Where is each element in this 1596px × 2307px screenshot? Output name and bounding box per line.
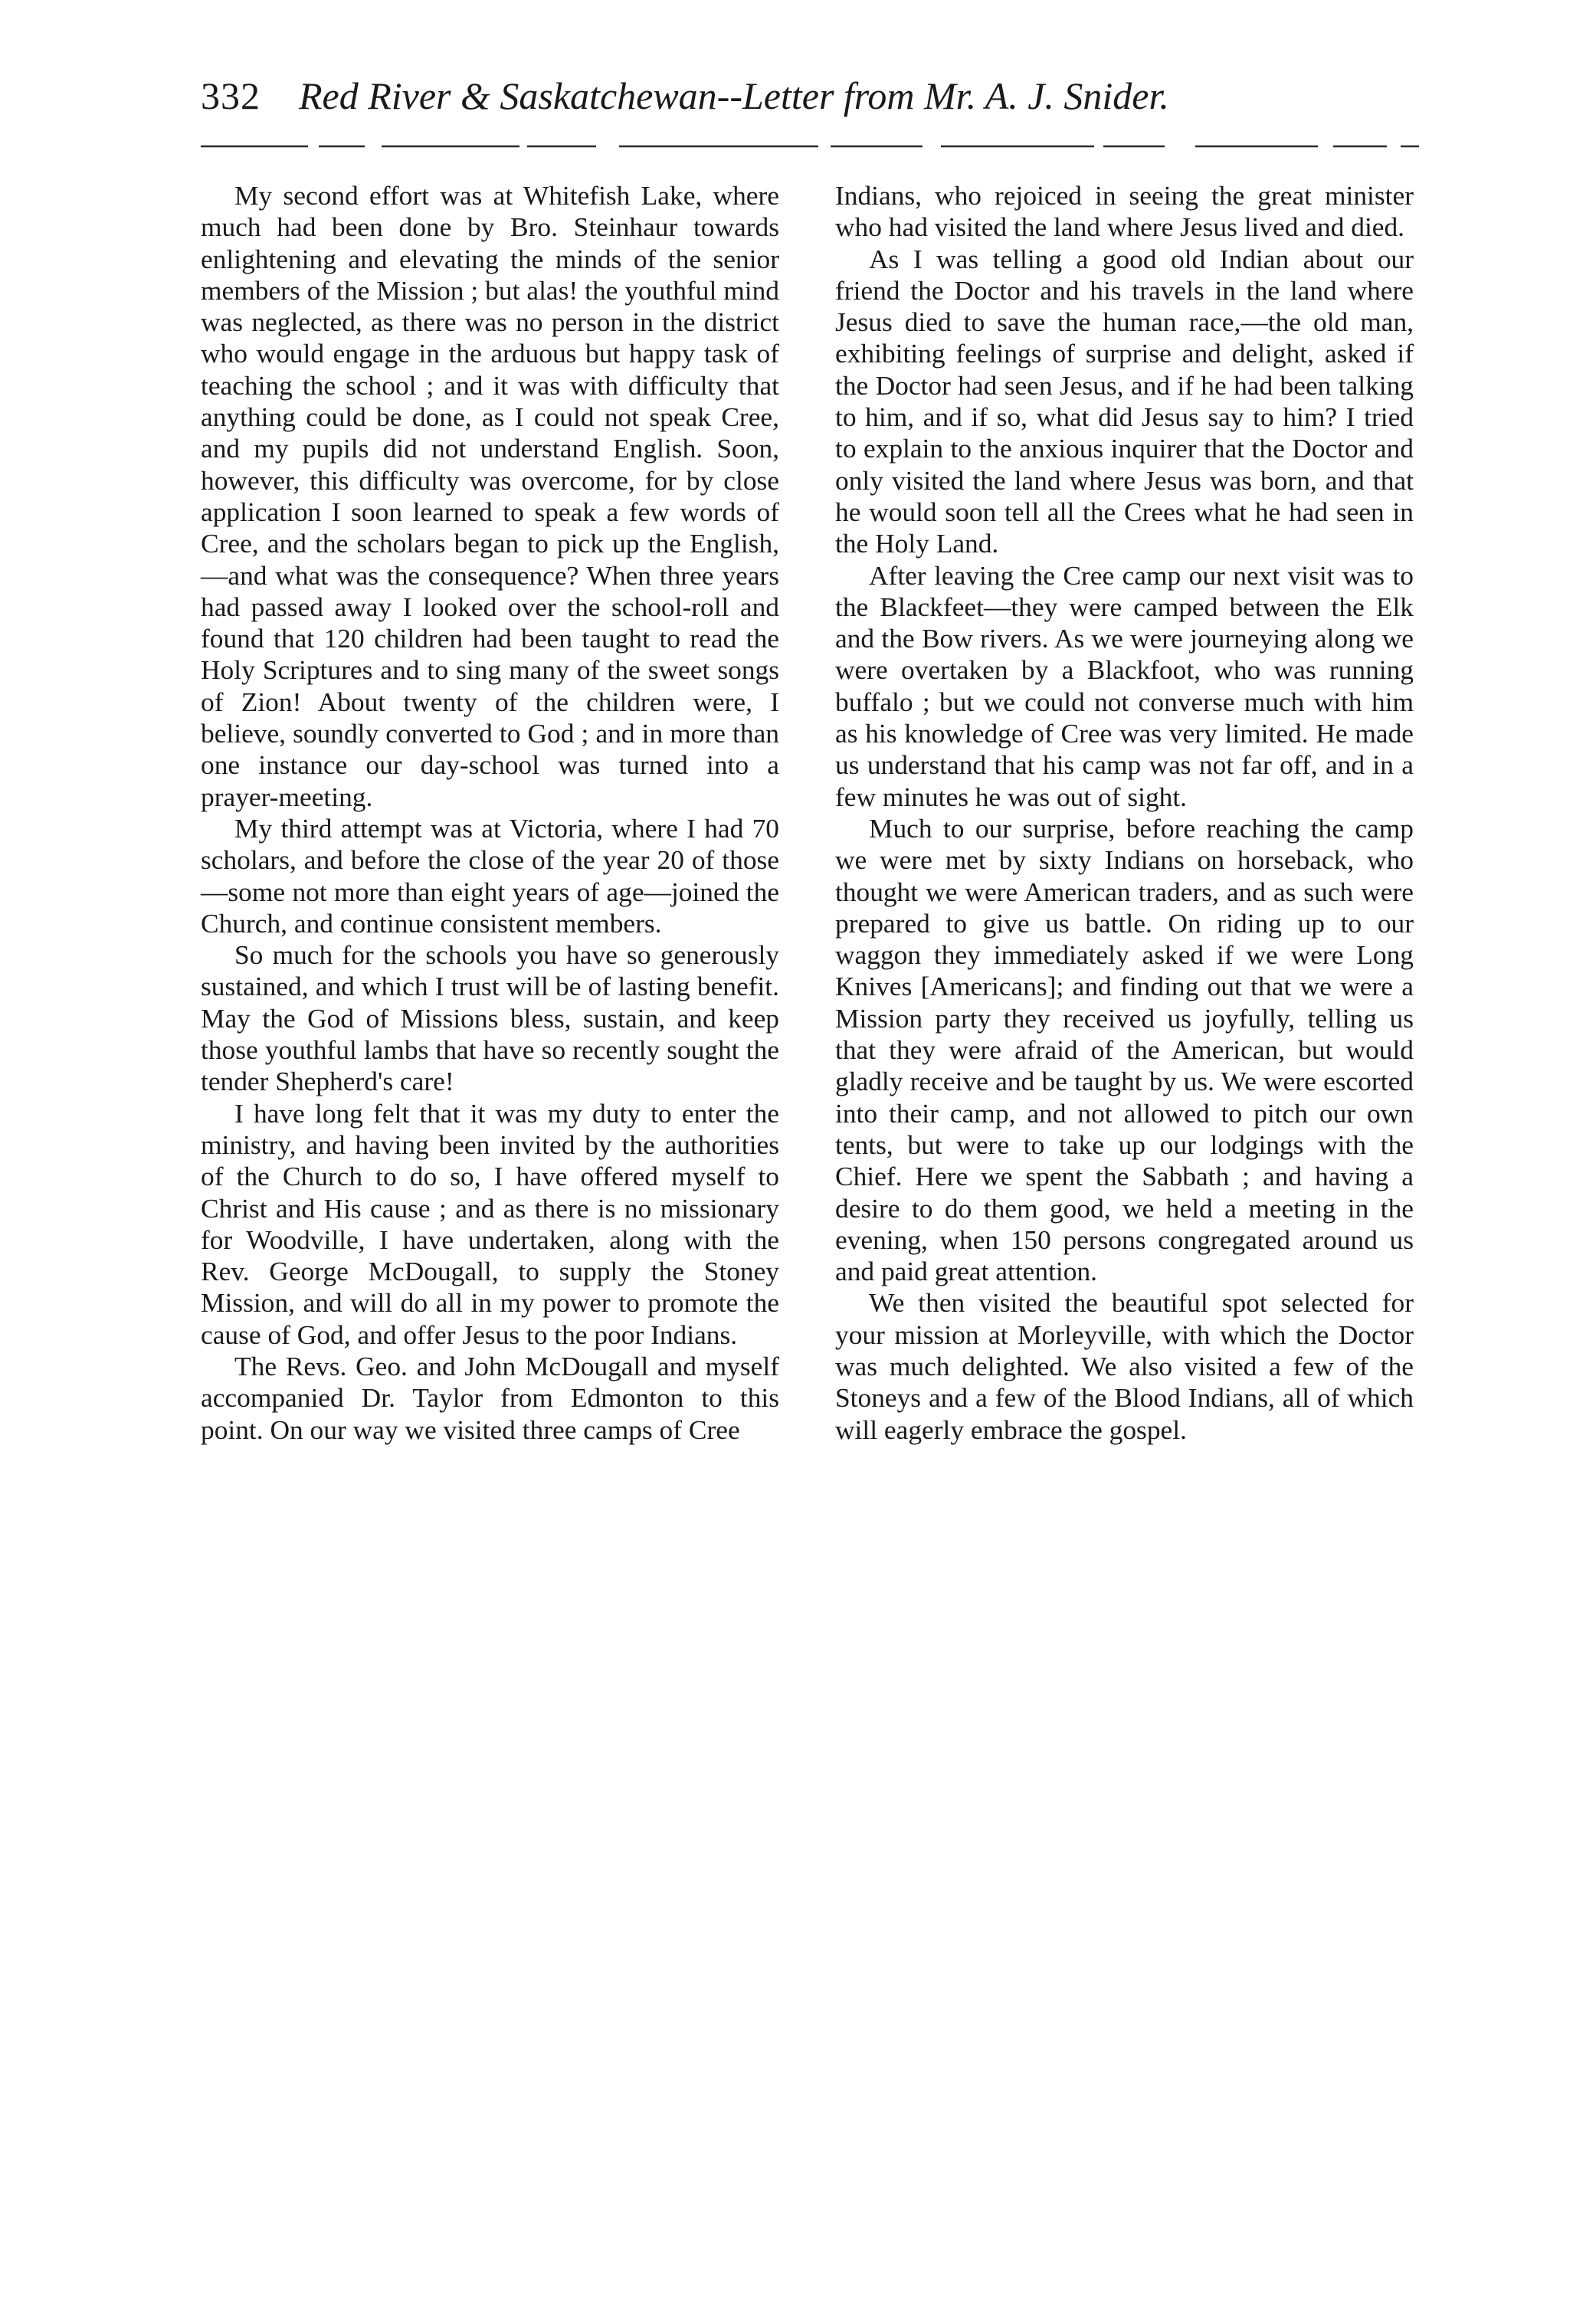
paragraph-camp-arrival: Much to our surprise, before reaching the camp we were met by sixty Indians on horseback, who thought we were American traders, and as such were prepared to give us battle. On riding up to our waggon they immediately asked if we were Long Knives [Americans]; and finding out that we were a Mission party they received us joyfully, telling us that they were afraid of the American, but would gladly receive and be taught by us. We were escorted into their camp, and not allowed to pitch our own tents, but were to take up our lodgings with the Chief. Here we spent the Sabbath ; and having a desire to do them good, we held a meeting in the evening, when 150 persons congregated around us and paid great attention.: [835, 812, 1414, 1287]
left-column: [201, 180, 779, 1446]
running-title: Red River & Saskatchewan--Letter from Mr. A. J. Snider.: [299, 74, 1169, 117]
paragraph-blackfeet: After leaving the Cree camp our next visit was to the Blackfeet—they were camped between the Elk and the Bow rivers. As we were journeying along we were overtaken by a Blackfoot, who was running buffalo ; but we could not converse much with him as his knowledge of Cree was very limited. He made us understand that his camp was not far off, and in a few minutes he was out of sight.: [835, 559, 1414, 812]
paragraph-victoria: My third attempt was at Victoria, where I had 70 scholars, and before the close of the year 20 of those—some not more than eight years of age—joined the Church, and continue consistent members.: [201, 812, 779, 939]
paragraph-morleyville: We then visited the beautiful spot selected for your mission at Morleyville, with which the Doctor was much delighted. We also visited a few of the Stoneys and a few of the Blood Indians, all of which will eagerly embrace the gospel.: [835, 1287, 1414, 1445]
right-column: [835, 180, 1414, 1446]
paragraph-schools-sustained: So much for the schools you have so generously sustained, and which I trust will be of lasting benefit. May the God of Missions bless, sustain, and keep those youthful lambs that have so recently sought the tender Shepherd's care!: [201, 939, 779, 1097]
paragraph-cree-continuation: Indians, who rejoiced in seeing the great minister who had visited the land where Jesus lived and died.: [835, 180, 1414, 243]
header-rule-line: [201, 144, 1419, 150]
header-rule: [201, 144, 1419, 150]
paragraph-journey-start: The Revs. Geo. and John McDougall and myself accompanied Dr. Taylor from Edmonton to this point. On our way we visited three camps of Cree: [201, 1350, 779, 1445]
running-head: [201, 74, 1419, 135]
paragraph-old-indian: As I was telling a good old Indian about our friend the Doctor and his travels in the land where Jesus died to save the human race,—the old man, exhibiting feelings of surprise and delight, asked if the Doctor had seen Jesus, and if he had been talking to him, and if so, what did Jesus say to him? I tried to explain to the anxious inquirer that the Doctor and only visited the land where Jesus was born, and that he would soon tell all the Crees what he had seen in the Holy Land.: [835, 243, 1414, 559]
page-number: 332: [201, 74, 261, 117]
paragraph-whitefish-lake: My second effort was at Whitefish Lake, where much had been done by Bro. Steinhaur towards enlightening and elevating the minds of the senior members of the Mission ; but alas! the youthful mind was neglected, as there was no person in the district who would engage in the arduous but happy task of teaching the school ; and it was with difficulty that anything could be done, as I could not speak Cree, and my pupils did not understand English. Soon, however, this difficulty was overcome, for by close application I soon learned to speak a few words of Cree, and the scholars began to pick up the English,—and what was the consequence? When three years had passed away I looked over the school-roll and found that 120 children had been taught to read the Holy Scriptures and to sing many of the sweet songs of Zion! About twenty of the children were, I believe, soundly converted to God ; and in more than one instance our day-school was turned into a prayer-meeting.: [201, 180, 779, 812]
paragraph-ministry: I have long felt that it was my duty to enter the ministry, and having been invited by the authorities of the Church to do so, I have offered myself to Christ and His cause ; and as there is no missionary for Woodville, I have undertaken, along with the Rev. George McDougall, to supply the Stoney Mission, and will do all in my power to promote the cause of God, and offer Jesus to the poor Indians.: [201, 1097, 779, 1350]
